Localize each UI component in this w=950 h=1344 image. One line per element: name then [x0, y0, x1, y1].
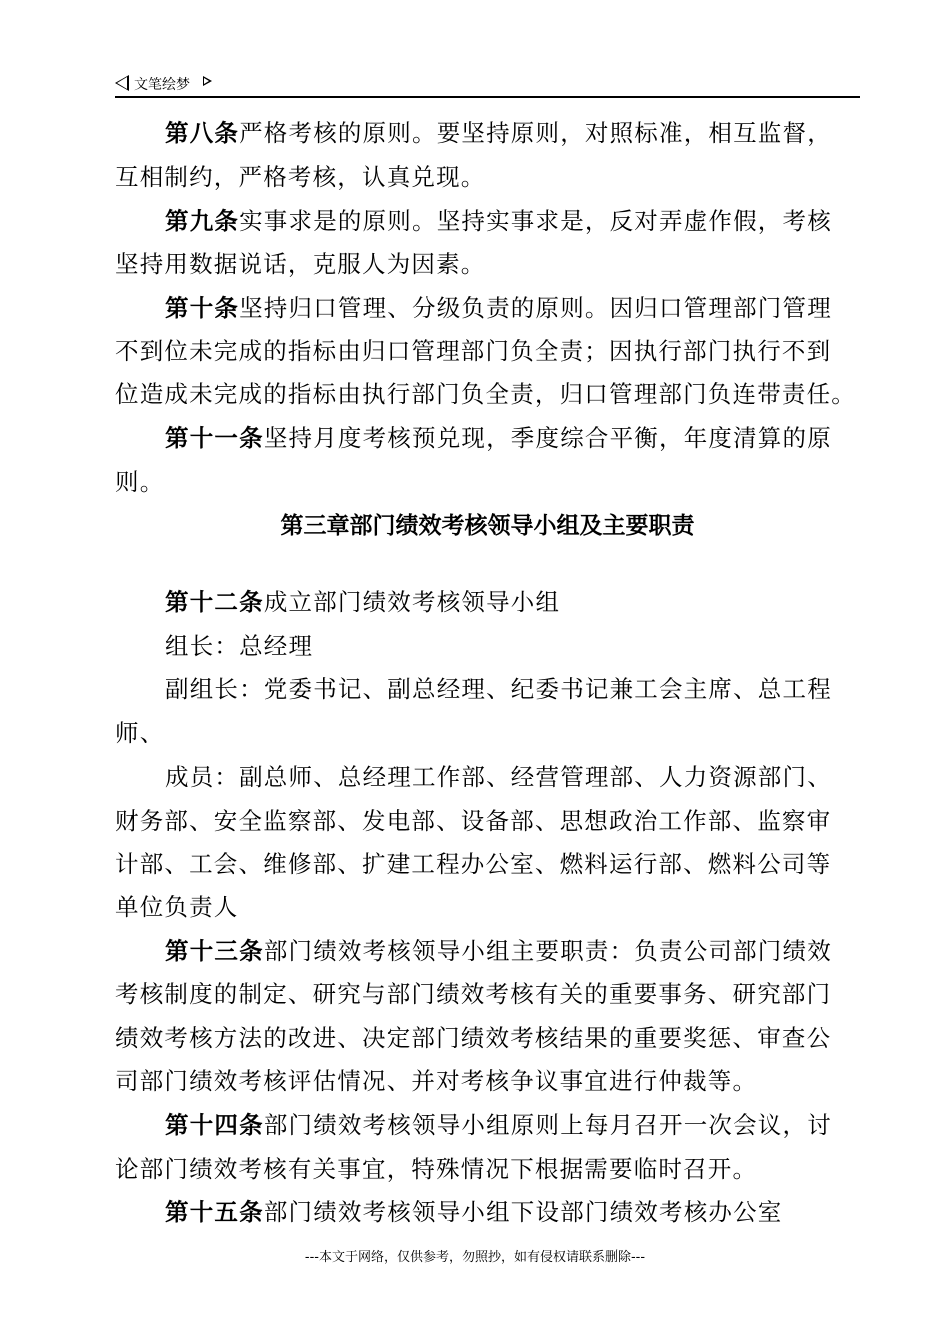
members-line-4: 单位负责人 — [115, 893, 239, 921]
deputy-line-2: 师、 — [115, 719, 165, 747]
article-10-label: 第十条 — [165, 294, 240, 322]
members-line-2: 财务部、安全监察部、发电部、设备部、思想政治工作部、监察审 — [115, 807, 832, 835]
page-header — [115, 72, 860, 98]
article-12-label: 第十二条 — [165, 588, 264, 616]
article-10-line-3: 位造成未完成的指标由执行部门负全责，归口管理部门负连带责任。 — [115, 380, 856, 408]
article-13-label: 第十三条 — [165, 937, 264, 965]
article-9-label: 第九条 — [165, 207, 240, 235]
article-11-line-1: 第十一条坚持月度考核预兑现，季度综合平衡，年度清算的原 — [165, 424, 832, 452]
triangle-right-icon — [203, 76, 212, 86]
article-10-line-2: 不到位未完成的指标由归口管理部门负全责；因执行部门执行不到 — [115, 337, 832, 365]
article-14-line-2: 论部门绩效考核有关事宜，特殊情况下根据需要临时召开。 — [115, 1155, 758, 1183]
chapter-3-heading: 第三章部门绩效考核领导小组及主要职责 — [280, 513, 695, 539]
triangle-left-icon — [115, 75, 129, 91]
header-brand: 文笔绘梦 — [134, 77, 190, 93]
article-12-line-1: 第十二条成立部门绩效考核领导小组 — [165, 588, 561, 616]
article-14-label: 第十四条 — [165, 1111, 264, 1139]
article-13-line-4: 司部门绩效考核评估情况、并对考核争议事宜进行仲裁等。 — [115, 1067, 758, 1095]
article-13-line-1: 第十三条部门绩效考核领导小组主要职责：负责公司部门绩效 — [165, 937, 832, 965]
article-11-label: 第十一条 — [165, 424, 264, 452]
article-8-label: 第八条 — [165, 119, 240, 147]
article-15-line-1: 第十五条部门绩效考核领导小组下设部门绩效考核办公室 — [165, 1198, 783, 1226]
page-footer: ---本文于网络，仅供参考，勿照抄，如有侵权请联系删除--- — [304, 1250, 646, 1265]
article-15-label: 第十五条 — [165, 1198, 264, 1226]
members-line-3: 计部、工会、维修部、扩建工程办公室、燃料运行部、燃料公司等 — [115, 850, 832, 878]
deputy-line-1: 副组长：党委书记、副总经理、纪委书记兼工会主席、总工程 — [165, 675, 832, 703]
article-14-line-1: 第十四条部门绩效考核领导小组原则上每月召开一次会议，讨 — [165, 1111, 832, 1139]
article-10-line-1: 第十条坚持归口管理、分级负责的原则。因归口管理部门管理 — [165, 294, 832, 322]
members-line-1: 成员：副总师、总经理工作部、经营管理部、人力资源部门、 — [165, 763, 832, 791]
article-13-line-3: 绩效考核方法的改进、决定部门绩效考核结果的重要奖惩、审查公 — [115, 1024, 832, 1052]
article-9-line-2: 坚持用数据说话，克服人为因素。 — [115, 250, 486, 278]
article-9-line-1: 第九条实事求是的原则。坚持实事求是，反对弄虚作假，考核 — [165, 207, 832, 235]
article-11-line-2: 则。 — [115, 468, 165, 496]
article-13-line-2: 考核制度的制定、研究与部门绩效考核有关的重要事务、研究部门 — [115, 980, 832, 1008]
article-8-line-2: 互相制约，严格考核，认真兑现。 — [115, 163, 486, 191]
leader-line: 组长：总经理 — [165, 632, 314, 660]
article-8-line-1: 第八条严格考核的原则。要坚持原则，对照标准，相互监督， — [165, 119, 832, 147]
